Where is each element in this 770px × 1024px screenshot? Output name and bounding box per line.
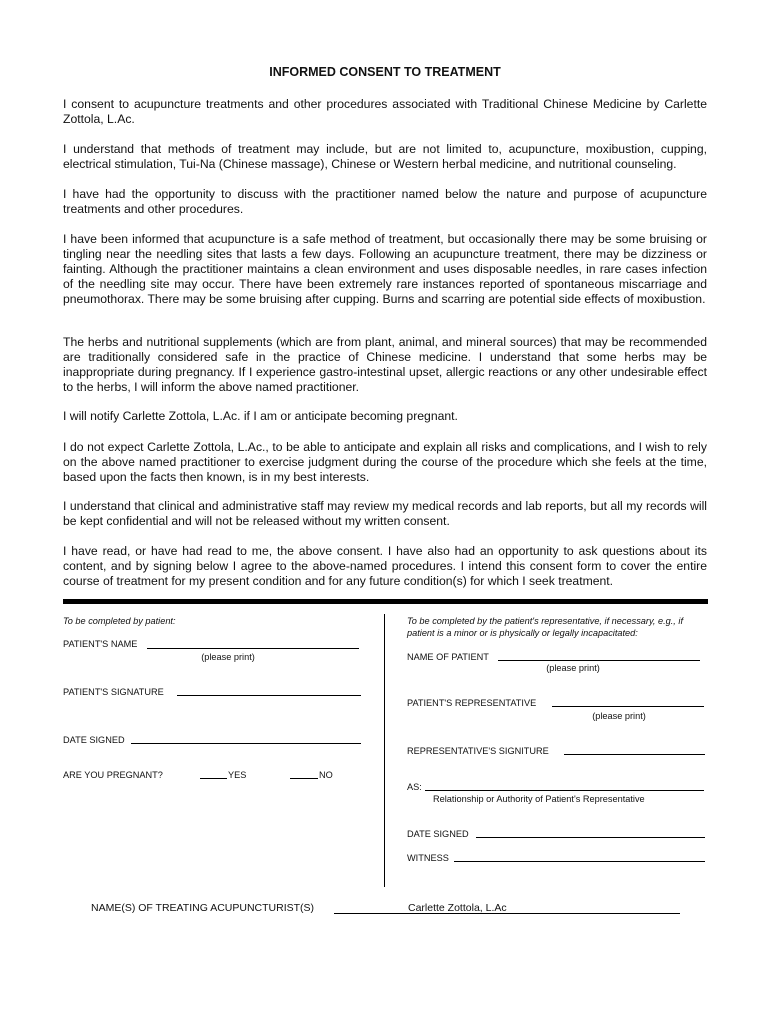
patient-name-label: PATIENT'S NAME — [63, 639, 138, 649]
agreement-paragraph: I have read, or have had read to me, the above consent. I have also had an opportunity to ask questions about its content, and by signing below I agree to the above-named procedures. I intend this consent form to cover the entire course of treatment for my present condition and for any future condition(s) for which I seek treatment. — [63, 544, 707, 588]
rep-date-label: DATE SIGNED — [407, 829, 469, 839]
patient-date-field[interactable] — [131, 743, 361, 744]
rep-name-label: PATIENT'S REPRESENTATIVE — [407, 698, 537, 708]
rep-patient-name-label: NAME OF PATIENT — [407, 652, 489, 662]
rep-name-hint: (please print) — [592, 711, 646, 721]
patient-name-hint: (please print) — [201, 652, 255, 662]
pregnant-yes-label: YES — [228, 770, 247, 780]
witness-field[interactable] — [454, 861, 705, 862]
rep-name-field[interactable] — [552, 706, 704, 707]
rep-as-hint: Relationship or Authority of Patient's Representative — [433, 794, 645, 804]
column-divider — [384, 614, 385, 887]
page-title: INFORMED CONSENT TO TREATMENT — [269, 65, 501, 79]
rep-date-field[interactable] — [476, 837, 705, 838]
consent-paragraph: I consent to acupuncture treatments and other procedures associated with Traditional Chinese Medicine by Carlette Zottola, L.Ac. — [63, 97, 707, 126]
patient-name-field[interactable] — [147, 648, 359, 649]
records-paragraph: I understand that clinical and administrative staff may review my medical records and lab reports, but all my records will be kept confidential and will not be released without my written consent. — [63, 499, 707, 528]
judgment-paragraph: I do not expect Carlette Zottola, L.Ac., to be able to anticipate and explain all risks and complications, and I wish to rely on the above named practitioner to exercise judgment during the course of the procedure which she feels at the time, based upon the facts then known, is in my best interests. — [63, 440, 707, 484]
patient-heading: To be completed by patient: — [63, 616, 176, 626]
section-divider — [63, 599, 708, 604]
herbs-paragraph: The herbs and nutritional supplements (which are from plant, animal, and mineral sources) that may be recommended are traditionally considered safe in the practice of Chinese medicine. I understand that some herbs may be inappropriate during pregnancy. If I experience gastro-intestinal upset, allergic reactions or any other undesirable effect to the herbs, I will inform the above named practitioner. — [63, 335, 707, 394]
pregnant-no-field[interactable] — [290, 778, 318, 779]
rep-as-label: AS: — [407, 782, 422, 792]
pregnant-question: ARE YOU PREGNANT? — [63, 770, 163, 780]
pregnant-yes-field[interactable] — [200, 778, 227, 779]
methods-paragraph: I understand that methods of treatment may include, but are not limited to, acupuncture, moxibustion, cupping, electrical stimulation, Tui-Na (Chinese massage), Chinese or Western herbal medicine, and nutritional counseling. — [63, 142, 707, 171]
patient-signature-field[interactable] — [177, 695, 361, 696]
pregnant-no-label: NO — [319, 770, 333, 780]
rep-signature-label: REPRESENTATIVE'S SIGNITURE — [407, 746, 549, 756]
rep-signature-field[interactable] — [564, 754, 705, 755]
patient-date-label: DATE SIGNED — [63, 735, 125, 745]
risks-paragraph: I have been informed that acupuncture is a safe method of treatment, but occasionally there may be some bruising or tingling near the needling sites that lasts a few days. Following an acupuncture treatment, there may be dizziness or fainting. Although the practitioner maintains a clean environment and uses disposable needles, in rare cases infection of the needling site may occur. There have been extremely rare instances reported of spontaneous miscarriage and pneumothorax. There may be some bruising after cupping. Burns and scarring are potential side effects of moxibustion. — [63, 232, 707, 306]
rep-patient-name-field[interactable] — [498, 660, 700, 661]
acupuncturist-label: NAME(S) OF TREATING ACUPUNCTURIST(S) — [91, 902, 315, 914]
pregnancy-paragraph: I will notify Carlette Zottola, L.Ac. if I am or anticipate becoming pregnant. — [63, 409, 458, 423]
witness-label: WITNESS — [407, 853, 449, 863]
acupuncturist-field[interactable] — [334, 913, 680, 914]
discussion-paragraph: I have had the opportunity to discuss with the practitioner named below the nature and purpose of acupuncture treatments and other procedures. — [63, 187, 707, 216]
representative-heading: To be completed by the patient's representative, if necessary, e.g., if patient is a minor or is physically or legally incapacitated: — [407, 616, 683, 638]
patient-signature-label: PATIENT'S SIGNATURE — [63, 687, 164, 697]
acupuncturist-value: Carlette Zottola, L.Ac — [408, 902, 507, 914]
rep-as-field[interactable] — [425, 790, 704, 791]
rep-patient-name-hint: (please print) — [546, 663, 600, 673]
